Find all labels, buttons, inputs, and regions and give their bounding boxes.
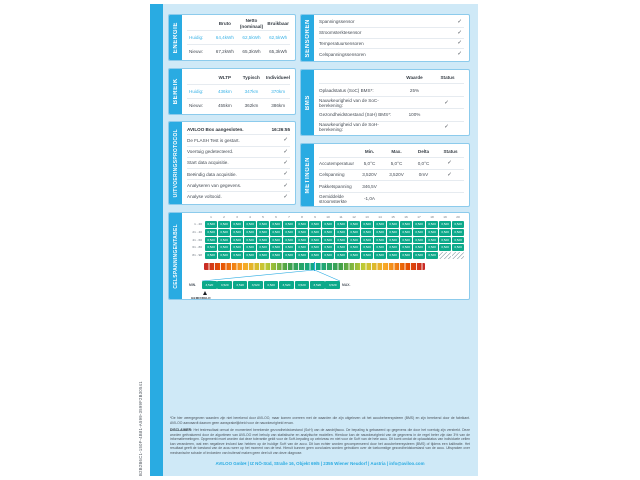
min-value-cell: 3,520V: [362, 172, 377, 178]
check-icon: ✓: [283, 182, 288, 189]
metingen-row: [319, 169, 464, 181]
metingen-card: [300, 143, 470, 207]
column-number: 6: [275, 215, 277, 219]
protocol-row: [187, 146, 290, 157]
row-label: Huidig:: [189, 35, 204, 40]
protocol-list: [187, 124, 290, 202]
column-header: Max.: [391, 148, 402, 154]
voltage-cell: 3,520: [413, 244, 425, 251]
voltage-cell: 3,520: [413, 229, 425, 236]
metingen-table: [319, 146, 464, 204]
voltage-cell: 3,520: [426, 229, 438, 236]
voltage-cell: 3,520: [387, 229, 399, 236]
bms-row: [319, 108, 464, 120]
voltage-cell: 3,520: [426, 252, 438, 259]
max-label: MAX.: [342, 283, 351, 287]
cell-range-label: 41 - 60: [192, 237, 202, 242]
voltage-cell: 3,520: [257, 244, 269, 251]
metingen-row-label: Accutemperatuur: [319, 160, 354, 166]
voltage-cell: 3,520: [309, 252, 321, 259]
energie-data-row: [187, 30, 290, 44]
column-number: 17: [417, 215, 421, 219]
voltage-cell: 3,520: [296, 229, 308, 236]
voltage-cell: 3,520: [452, 229, 464, 236]
voltage-cell: 3,520: [270, 252, 282, 259]
min-label: MIN.: [189, 283, 197, 287]
protocol-card: [168, 121, 296, 205]
zoom-voltage-cell: 3,520: [217, 281, 232, 289]
bms-row: [319, 83, 464, 95]
value-cell: 64,4kWh: [215, 35, 234, 40]
check-icon: ✓: [444, 99, 449, 106]
sensor-row: [319, 38, 464, 49]
sensor-label: Spanningssensor: [319, 19, 355, 25]
voltage-cell: 3,520: [322, 252, 334, 259]
voltage-cell: 3,520: [231, 237, 243, 244]
protocol-row: [187, 124, 290, 134]
delta-value-cell: 0mV: [418, 172, 429, 178]
zoom-voltage-cell: 3,520: [279, 281, 294, 289]
bms-value-cell: 100%: [408, 112, 421, 118]
voltage-cell: 3,520: [244, 244, 256, 251]
row-label: Nieuw:: [189, 49, 204, 54]
column-header: Status: [443, 148, 458, 154]
value-cell: 67,2kWh: [215, 49, 234, 54]
sensoren-list: [319, 17, 464, 59]
voltage-cell: 3,520: [361, 229, 373, 236]
sensor-label: Stroomsterktesensor: [319, 30, 362, 36]
voltage-cell: 3,520: [205, 237, 217, 244]
column-number: 3: [236, 215, 238, 219]
column-number: 1: [210, 215, 212, 219]
protocol-step-label: De FLASH Test is gestart.: [187, 137, 240, 143]
status-cell: [437, 160, 464, 166]
voltage-cell: 3,520: [244, 221, 256, 228]
bms-row-label: Oplaadstatus (SoC) BMS*:: [319, 87, 374, 93]
voltage-cell: 3,520: [348, 221, 360, 228]
protocol-step-label: Analyseren van gegevens.: [187, 183, 242, 189]
voltage-cell: 3,520: [309, 221, 321, 228]
voltage-cell: 3,520: [283, 221, 295, 228]
column-number: 5: [262, 215, 264, 219]
voltage-cell: 3,520: [387, 252, 399, 259]
column-number: 7: [288, 215, 290, 219]
voltage-cell: 3,520: [413, 237, 425, 244]
cell-voltage-card: [168, 212, 470, 300]
voltage-cell: 3,520: [413, 221, 425, 228]
check-icon: ✓: [457, 29, 462, 36]
voltage-cell: 3,520: [257, 252, 269, 259]
value-cell: 370km: [271, 89, 286, 94]
check-icon: ✓: [447, 171, 452, 178]
zoomed-cell-row: [202, 281, 340, 289]
bms-status-cell: [431, 124, 464, 130]
min-value-cell: 5,0°C: [363, 160, 376, 166]
column-header: Bruto: [218, 20, 231, 26]
max-value-cell: 3,520V: [389, 172, 404, 178]
energie-tab: [169, 15, 182, 60]
bms-row-label: Nauwkeurigheid van de SoC-berekening:: [319, 97, 379, 108]
accent-stripe: [150, 4, 163, 476]
protocol-row: [187, 179, 290, 190]
bms-row-label: Gezondheidstoestand (SoH) BMS*:: [319, 112, 392, 118]
bms-tab: [301, 70, 314, 135]
metingen-row-label: Pakketspanning: [319, 184, 352, 190]
voltage-cell: 3,520: [387, 221, 399, 228]
metingen-row: [319, 192, 464, 204]
column-number: 2: [223, 215, 225, 219]
sensoren-tab-label: SENSOREN: [304, 18, 311, 58]
metingen-row-label: Celspanning: [319, 172, 345, 178]
footnote-text: *De hier weergegeven waarden zijn niet berekend door AVILOO, maar komen overeen met de waarden die zijn uitgelezen uit het accubeheersysteem (BMS) en zijn berekend door de fabrikant. AVILOO aanvaardt daarom geen aansprakelijkheid voor de nauwkeurigheid ervan.: [170, 416, 470, 425]
sensor-row: [319, 48, 464, 59]
column-number: 14: [378, 215, 382, 219]
bms-header-row: [319, 72, 464, 83]
protocol-row: [187, 134, 290, 145]
voltage-cell: 3,520: [218, 221, 230, 228]
voltage-cell: 3,520: [426, 244, 438, 251]
voltage-cell: 3,520: [439, 237, 451, 244]
column-header: Min.: [364, 148, 375, 154]
voltage-cell: 3,520: [322, 244, 334, 251]
column-number: 4: [249, 215, 251, 219]
bereik-data-row: [187, 84, 290, 98]
column-header: WLTP: [218, 74, 232, 80]
value-cell: 362km: [244, 103, 259, 108]
zoom-voltage-cell: 3,520: [202, 281, 217, 289]
voltage-cell: 3,520: [335, 244, 347, 251]
voltage-cell: 3,520: [348, 244, 360, 251]
max-value-cell: 5,0°C: [390, 160, 403, 166]
voltage-cell: 3,520: [270, 244, 282, 251]
column-number: 18: [430, 215, 434, 219]
metingen-header-row: [319, 146, 464, 157]
row-label: Huidig:: [189, 89, 204, 94]
value-cell: 455km: [217, 103, 232, 108]
voltage-cell: 3,520: [283, 237, 295, 244]
disclaimer-label: DISCLAIMER:: [170, 428, 193, 432]
protocol-step-label: Beëindig data acquisitie.: [187, 171, 237, 177]
protocol-timestamp: 16:26:55: [271, 126, 290, 132]
voltage-cell: 3,520: [283, 229, 295, 236]
value-cell: 347km: [244, 89, 259, 94]
protocol-row: [187, 157, 290, 168]
value-cell: 65,3kWh: [269, 49, 288, 54]
column-number: 9: [314, 215, 316, 219]
zoom-voltage-cell: 3,520: [233, 281, 248, 289]
column-number: 10: [326, 215, 330, 219]
column-header: Typisch: [242, 74, 260, 80]
value-cell: 436km: [217, 89, 232, 94]
voltage-cell: 3,520: [348, 229, 360, 236]
voltage-cell: 3,520: [231, 252, 243, 259]
sensor-row: [319, 17, 464, 27]
voltage-cell: 3,520: [296, 244, 308, 251]
voltage-cell: 3,520: [296, 237, 308, 244]
column-header: Individueel: [266, 74, 290, 80]
metingen-row: [319, 180, 464, 192]
voltage-cell: 3,520: [413, 252, 425, 259]
voltage-cell: 3,520: [283, 252, 295, 259]
voltage-cell: 3,520: [348, 252, 360, 259]
voltage-cell: 3,520: [426, 237, 438, 244]
check-icon: ✓: [447, 160, 452, 167]
zoom-voltage-cell: 3,520: [310, 281, 325, 289]
cell-range-label: 61 - 80: [192, 245, 202, 250]
protocol-row: [187, 168, 290, 179]
voltage-cell: 3,520: [400, 237, 412, 244]
protocol-step-label: AVILOO Box aangesloten.: [187, 126, 244, 132]
voltage-cell: 3,520: [244, 252, 256, 259]
voltage-cell: 3,520: [257, 229, 269, 236]
sensoren-tab: [301, 15, 314, 61]
check-icon: ✓: [444, 124, 449, 131]
energie-header-row: [187, 17, 290, 30]
voltage-cell: 3,520: [374, 252, 386, 259]
voltage-cell: 3,520: [257, 221, 269, 228]
voltage-cell: 3,520: [322, 229, 334, 236]
bereik-card: [168, 68, 296, 115]
row-label: Nieuw:: [189, 103, 204, 108]
value-cell: 62,5kWh: [242, 35, 261, 40]
voltage-cell: 3,520: [322, 237, 334, 244]
check-icon: ✓: [283, 193, 288, 200]
voltage-cell: 3,520: [374, 229, 386, 236]
voltage-cell: 3,520: [335, 229, 347, 236]
voltage-cell: 3,520: [309, 229, 321, 236]
voltage-cell: 3,520: [244, 237, 256, 244]
sensor-label: Celspanningssensoren: [319, 51, 366, 57]
empty-cell: [439, 252, 451, 259]
protocol-tab: [169, 122, 182, 204]
voltage-cell: 3,520: [231, 221, 243, 228]
voltage-cell: 3,520: [309, 237, 321, 244]
value-cell: 386km: [271, 103, 286, 108]
voltage-cell: 3,520: [270, 237, 282, 244]
check-icon: ✓: [457, 51, 462, 58]
voltage-cell: 3,520: [322, 221, 334, 228]
cell-range-label: 1 - 20: [194, 222, 202, 226]
bms-card: [300, 69, 470, 136]
bms-value-cell: 25%: [409, 87, 420, 93]
energie-table: [187, 17, 290, 58]
protocol-tab-label: UITVOERINGSPROTOCOL: [172, 128, 179, 198]
zoom-voltage-cell: 3,520: [264, 281, 279, 289]
voltage-cell: 3,520: [400, 229, 412, 236]
bms-row-label: Nauwkeurigheid van de SoH-berekening:: [319, 122, 379, 133]
column-header: Netto (nominaal): [239, 18, 264, 29]
voltage-cell: 3,520: [361, 237, 373, 244]
column-header: Status: [440, 75, 455, 81]
voltage-cell: 3,520: [205, 252, 217, 259]
voltage-cell: 3,520: [296, 221, 308, 228]
company-footer-link[interactable]: AVILOO GmbH | IZ NÖ-Süd, Straße 16, Objekt 69/5 | 2355 Wiener Neudorf | Austria | info@aviloo.com: [215, 461, 425, 466]
min-value-cell: 346,5V: [362, 184, 377, 190]
bms-status-cell: [431, 100, 464, 106]
column-number: 11: [339, 215, 343, 219]
bereik-data-row: [187, 98, 290, 112]
bms-row: [319, 121, 464, 133]
metingen-tab-label: METINGEN: [304, 156, 311, 194]
voltage-cell: 3,520: [426, 221, 438, 228]
voltage-scale-legend: [189, 262, 462, 300]
column-header: Delta: [417, 148, 430, 154]
zoom-voltage-cell: 3,520: [325, 281, 340, 289]
voltage-cell: 3,520: [335, 237, 347, 244]
cell-voltage-grid: [187, 215, 464, 259]
zoom-voltage-cell: 3,520: [248, 281, 263, 289]
voltage-cell: 3,520: [205, 221, 217, 228]
bereik-tab: [169, 69, 182, 114]
energie-card: [168, 14, 296, 61]
voltage-cell: 3,520: [283, 244, 295, 251]
column-number: 13: [365, 215, 369, 219]
column-number: 20: [456, 215, 460, 219]
column-number: 12: [352, 215, 356, 219]
protocol-step-label: Analyse voltooid.: [187, 194, 222, 200]
voltage-cell: 3,520: [309, 244, 321, 251]
voltage-cell: 3,520: [296, 252, 308, 259]
cell-range-label: 21 - 40: [192, 229, 202, 234]
bereik-tab-label: BEREIK: [172, 78, 179, 105]
check-icon: ✓: [457, 40, 462, 47]
value-cell: 62,5kWh: [269, 35, 288, 40]
voltage-cell: 3,520: [439, 229, 451, 236]
voltage-cell: 3,520: [348, 237, 360, 244]
average-label: GEMIDDELD: [191, 296, 211, 300]
check-icon: ✓: [283, 148, 288, 155]
metingen-row-label: Gemiddelde stroomsterkte: [319, 193, 347, 204]
zoom-funnel-lines: [189, 270, 449, 281]
voltage-cell: 3,520: [400, 252, 412, 259]
disclaimer-text: DISCLAIMER: Het testresultaat omvat de momenteel berekende gezondheidstoestand (SoH) van de aandrijfaccu. De bepaling is gebaseerd op gegevens die door het voertuig zijn verstrekt. Deze worden geëvalueerd door de algoritmen van AVILOO met behulp van statistische en analytische modellen. Hierdoor kan de nauwkeurigheid van de gegevens in de regel beter zijn dan 3% van de informatiemetingen. Opgemerkt moet worden dat deze tolerantie geldt voor de SoH-bepaling op celniveau en niet voor de SoH van de hele accu. Dit komt omdat de oplaadstatus van individuele cellen kan veranderen, wat een negatieve invloed kan hebben op de huidige SoH van de accu. Dit kan echter worden gecompenseerd door het accubeheersysteem (BMS) of tijdens een kalibratie. Het resultaat geeft de toestand van de accu weer op het moment van de test. Hieruit kunnen geen conclusies worden getrokken over de toekomstige gezondheidstoestand van de accu. Uitspraken over mechanische schade of invloeden van buitenaf maken geen deel uit van deze diagnose.: [170, 428, 470, 455]
status-cell: [437, 172, 464, 178]
voltage-cell: 3,520: [452, 221, 464, 228]
check-icon: ✓: [283, 137, 288, 144]
voltage-cell: 3,520: [335, 221, 347, 228]
voltage-cell: 3,520: [270, 229, 282, 236]
empty-cell: [452, 252, 464, 259]
voltage-cell: 3,520: [218, 237, 230, 244]
voltage-cell: 3,520: [218, 229, 230, 236]
energie-tab-label: ENERGIE: [172, 21, 179, 54]
delta-value-cell: 0,0°C: [417, 160, 430, 166]
protocol-row: [187, 191, 290, 202]
voltage-cell: 3,520: [452, 244, 464, 251]
voltage-cell: 3,520: [374, 237, 386, 244]
energie-data-row: [187, 44, 290, 58]
column-number: 8: [301, 215, 303, 219]
column-number: 19: [443, 215, 447, 219]
voltage-cell: 3,520: [387, 237, 399, 244]
voltage-cell: 3,520: [452, 237, 464, 244]
cell-voltage-tab: [169, 213, 182, 299]
cell-voltage-tab-label: CELSPANNINGENTABEL: [172, 223, 179, 289]
column-number: 16: [404, 215, 408, 219]
column-header: Bruikbaar: [267, 20, 289, 26]
voltage-cell: 3,520: [270, 221, 282, 228]
column-number: 15: [391, 215, 395, 219]
average-marker-icon: [203, 291, 207, 295]
bms-tab-label: BMS: [304, 94, 311, 111]
protocol-step-label: Voertuig gedetecteerd.: [187, 149, 234, 155]
sensor-row: [319, 27, 464, 38]
voltage-cell: 3,520: [205, 229, 217, 236]
voltage-cell: 3,520: [218, 244, 230, 251]
voltage-cell: 3,520: [374, 244, 386, 251]
value-cell: 65,3kWh: [242, 49, 261, 54]
bereik-table: [187, 71, 290, 112]
voltage-cell: 3,520: [231, 244, 243, 251]
voltage-cell: 3,520: [361, 244, 373, 251]
check-icon: ✓: [283, 171, 288, 178]
bereik-header-row: [187, 71, 290, 84]
voltage-cell: 3,520: [400, 244, 412, 251]
voltage-cell: 3,520: [257, 237, 269, 244]
protocol-step-label: Start data acquisitie.: [187, 160, 229, 166]
voltage-cell: 3,520: [439, 221, 451, 228]
voltage-cell: 3,520: [335, 252, 347, 259]
metingen-row: [319, 157, 464, 169]
voltage-cell: 3,520: [205, 244, 217, 251]
voltage-cell: 3,520: [387, 244, 399, 251]
check-icon: ✓: [283, 159, 288, 166]
min-value-cell: -1,0A: [364, 196, 375, 202]
column-header: Waarde: [406, 75, 423, 81]
voltage-cell: 3,520: [374, 221, 386, 228]
voltage-cell: 3,520: [218, 252, 230, 259]
spacer: [187, 215, 204, 220]
voltage-cell: 3,520: [244, 229, 256, 236]
zoom-voltage-cell: 3,520: [295, 281, 310, 289]
voltage-cell: 3,520: [400, 221, 412, 228]
voltage-cell: 3,520: [361, 221, 373, 228]
report-id: B2B2B6C1-150F-4B81-A599-3599F2B30541: [138, 381, 143, 476]
check-icon: ✓: [457, 18, 462, 25]
sensoren-card: [300, 14, 470, 62]
voltage-cell: 3,520: [361, 252, 373, 259]
cell-range-label: 81 - 98: [192, 253, 202, 258]
sensor-label: Temperatuursensoren: [319, 40, 364, 46]
voltage-cell: 3,520: [231, 229, 243, 236]
bms-row: [319, 96, 464, 108]
bms-table: [319, 72, 464, 133]
voltage-cell: 3,520: [439, 244, 451, 251]
metingen-tab: [301, 144, 314, 206]
